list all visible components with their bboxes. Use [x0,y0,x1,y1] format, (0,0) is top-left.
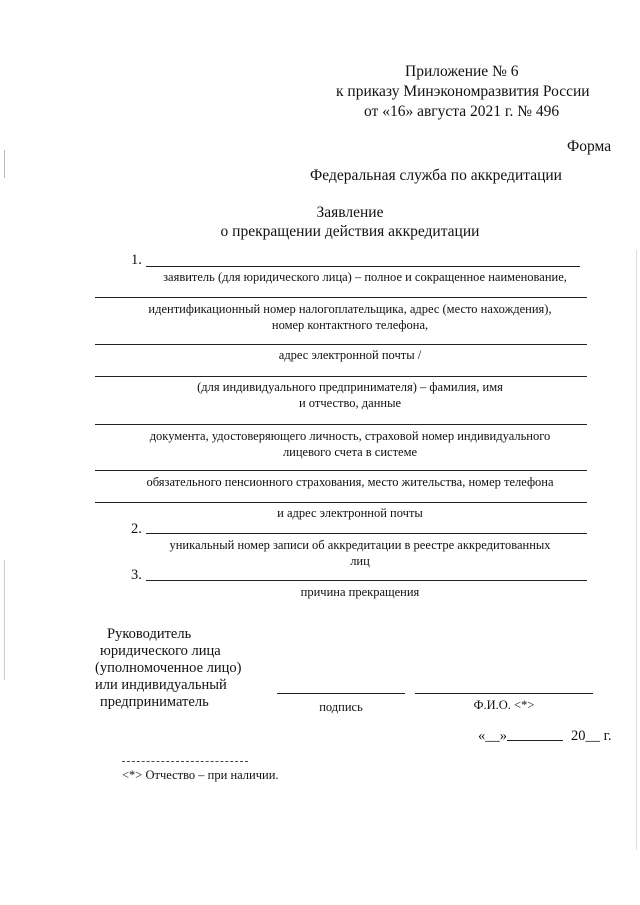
registry-number-caption: лиц [350,554,370,568]
applicant-caption: заявитель (для юридического лица) – полное и сокращенное наименование, [163,270,567,284]
scan-edge-mark [4,560,5,680]
signer-label: Руководитель [107,626,192,642]
date-day[interactable]: «__» [478,728,507,744]
appendix-number: Приложение № 6 [405,63,519,80]
full-name-caption: Ф.И.О. <*> [473,698,535,712]
order-date: от «16» августа 2021 г. № 496 [364,103,560,120]
applicant-caption: номер контактного телефона, [271,318,429,332]
order-reference: к приказу Минэкономразвития России [336,83,590,100]
footnote: <*> Отчество – при наличии. [122,768,279,782]
signer-label: юридического лица [100,643,221,659]
applicant-caption: (для индивидуального предпринимателя) – фамилия, имя [197,380,503,394]
applicant-input-line[interactable] [95,344,587,345]
applicant-input-line[interactable] [95,297,587,298]
registry-number-caption: уникальный номер записи об аккредитации в реестре аккредитованных [169,538,551,552]
item-2-number: 2. [131,521,142,537]
signature-caption: подпись [319,700,363,714]
applicant-input-line[interactable] [95,502,587,503]
scan-edge-mark [4,150,5,178]
item-1-number: 1. [131,252,142,268]
date-month-input-line[interactable] [507,740,563,741]
termination-reason-input-line[interactable] [146,580,587,581]
applicant-input-line[interactable] [95,424,587,425]
form-label: Форма [567,138,612,155]
applicant-input-line[interactable] [146,266,580,267]
termination-reason-caption: причина прекращения [300,585,420,599]
applicant-caption: лицевого счета в системе [282,445,418,459]
applicant-caption: идентификационный номер налогоплательщика, адрес (место нахождения), [148,302,552,316]
applicant-input-line[interactable] [95,376,587,377]
document-title: Заявление [316,204,384,221]
applicant-caption: и отчество, данные [298,396,402,410]
signer-label: предприниматель [100,694,209,710]
date-year[interactable]: 20__ г. [571,728,612,744]
applicant-caption: обязательного пенсионного страхования, место жительства, номер телефона [146,475,554,489]
applicant-caption: и адрес электронной почты [277,506,423,520]
signer-label: (уполномоченное лицо) [95,660,242,676]
item-3-number: 3. [131,567,142,583]
full-name-input-line[interactable] [415,693,593,694]
footnote-separator [122,761,248,762]
signer-label: или индивидуальный [95,677,227,693]
applicant-input-line[interactable] [95,470,587,471]
document-subtitle: о прекращении действия аккредитации [220,223,480,240]
applicant-caption: документа, удостоверяющего личность, страховой номер индивидуального [149,429,551,443]
registry-number-input-line[interactable] [146,533,587,534]
agency-name: Федеральная служба по аккредитации [310,167,562,184]
signature-input-line[interactable] [277,693,405,694]
applicant-caption: адрес электронной почты / [278,348,422,362]
